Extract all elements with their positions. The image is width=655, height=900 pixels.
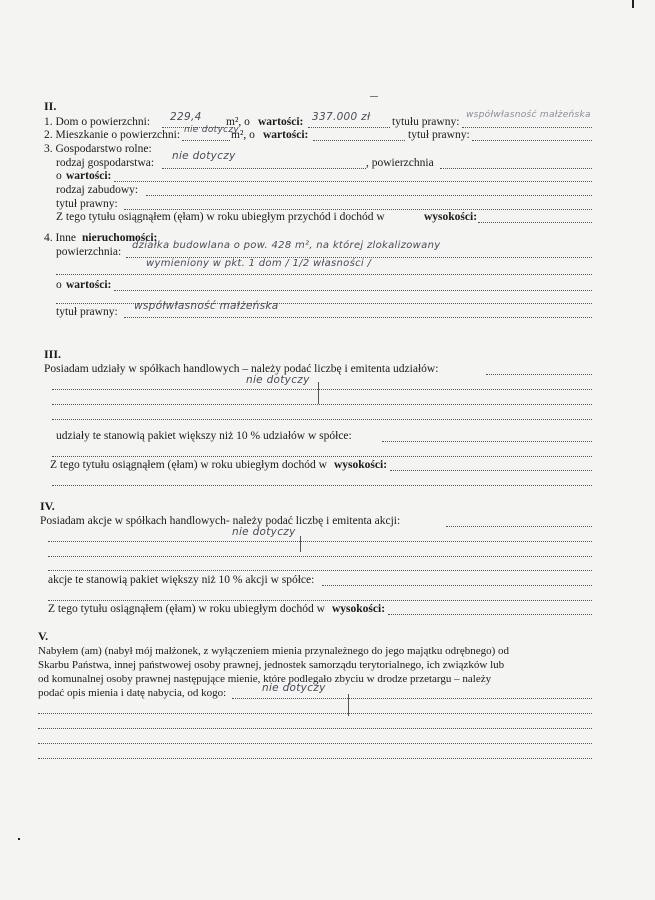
stocks-label: Posiadam akcje w spółkach handlowych- należy podać liczbę i emitenta akcji: <box>40 515 401 527</box>
farm-area-label: , powierzchnia <box>366 157 434 169</box>
house-unit-label: m², o <box>226 116 250 128</box>
other-value-label: wartości: <box>66 279 112 291</box>
house-value: 337.000 zł <box>312 111 371 123</box>
farm-income-label: Z tego tytułu osiągnąłem (ęłam) w roku ubiegłym przychód i dochód w <box>56 211 385 223</box>
other-value-line <box>114 289 592 291</box>
stocks-line-2 <box>48 540 592 542</box>
farm-title-label: tytuł prawny: <box>56 198 118 210</box>
acquisition-line-3: od komunalnej osoby prawnej następujące mienie, które podlegało zbyciu w drodze przetargu – należy <box>38 673 492 685</box>
farm-income-line <box>478 221 592 223</box>
farm-income-label-bold: wysokości: <box>424 211 478 223</box>
section-v-heading: V. <box>38 629 49 643</box>
stocks-income-label-bold: wysokości: <box>332 603 386 615</box>
flat-area-value: nie dotyczy <box>184 125 239 135</box>
shares-value: nie dotyczy <box>246 374 310 386</box>
flat-value-label: wartości: <box>263 129 309 141</box>
farm-value-o: o <box>56 170 62 182</box>
acquisition-line-4-fill <box>232 697 592 699</box>
other-title-line <box>124 316 592 318</box>
scan-speck <box>370 96 378 97</box>
shares-pack-line-2 <box>52 455 592 457</box>
section-iii-heading: III. <box>44 347 62 361</box>
other-title-value: współwłasność małżeńska <box>134 300 279 312</box>
scan-speck <box>632 0 634 8</box>
farm-buildings-line <box>146 194 592 196</box>
flat-title-line <box>472 139 592 141</box>
shares-income-label-bold: wysokości: <box>334 459 388 471</box>
house-value-label: wartości: <box>258 116 304 128</box>
flat-area-label: 2. Mieszkanie o powierzchni: <box>44 129 181 141</box>
other-value-o: o <box>56 279 62 291</box>
stocks-line-4 <box>48 569 592 571</box>
shares-label: Posiadam udziały w spółkach handlowych – należy podać liczbę i emitenta udziałów: <box>44 363 439 375</box>
farm-area-line <box>440 167 592 169</box>
shares-pack-label: udziały te stanowią pakiet większy niż 10 % udziałów w spółce: <box>56 430 352 442</box>
acquisition-fill-3 <box>38 742 592 744</box>
stocks-pack-line-2 <box>48 599 592 601</box>
house-area-label: 1. Dom o powierzchni: <box>44 116 151 128</box>
acquisition-fill-4 <box>38 757 592 759</box>
stocks-value: nie dotyczy <box>232 526 296 538</box>
flat-value-line <box>313 139 405 141</box>
flat-area-line <box>182 139 230 141</box>
house-title-label: tytułu prawny: <box>392 116 460 128</box>
shares-line-3 <box>52 403 592 405</box>
shares-line-4 <box>52 418 592 420</box>
other-area-line-2 <box>56 273 592 275</box>
stocks-pack-line <box>322 584 592 586</box>
section-iv-heading: IV. <box>40 499 55 513</box>
stocks-pen-stroke <box>300 536 301 552</box>
house-value-line <box>308 126 390 128</box>
section-ii-heading: II. <box>44 99 57 113</box>
flat-title-label: tytuł prawny: <box>408 129 470 141</box>
stocks-income-label: Z tego tytułu osiągnąłem (ęłam) w roku ubiegłym dochód w <box>48 603 325 615</box>
shares-line-1 <box>486 373 592 375</box>
other-property-label-bold: nieruchomości: <box>82 232 158 244</box>
farm-buildings-label: rodzaj zabudowy: <box>56 184 139 196</box>
house-title-value: współwłasność małżeńska <box>466 110 591 120</box>
acquisition-line-2: Skarbu Państwa, innej państwowej osoby prawnej, jednostek samorządu terytorialnego, ich związków lub <box>38 659 505 671</box>
house-area-value: 229,4 <box>170 111 202 123</box>
stocks-pack-label: akcje te stanowią pakiet większy niż 10 % akcji w spółce: <box>48 574 315 586</box>
acquisition-line-1: Nabyłem (am) (nabył mój małżonek, z wyłączeniem mienia przynależnego do jego majątku odrębnego) od <box>38 645 509 657</box>
scan-speck <box>18 838 20 840</box>
shares-pen-stroke <box>318 382 319 404</box>
other-title-label: tytuł prawny: <box>56 306 118 318</box>
farm-type-label: rodzaj gospodarstwa: <box>56 157 155 169</box>
shares-income-line-2 <box>52 484 592 486</box>
shares-income-label: Z tego tytułu osiągnąłem (ęłam) w roku ubiegłym dochód w <box>50 459 327 471</box>
farm-type-line <box>162 167 366 169</box>
acquisition-fill-2 <box>38 727 592 729</box>
stocks-line-3 <box>48 555 592 557</box>
farm-value: nie dotyczy <box>172 150 236 162</box>
acquisition-fill-1 <box>38 712 592 714</box>
property-value: nie dotyczy <box>262 682 326 694</box>
farm-value-line <box>114 180 592 182</box>
stocks-income-line <box>388 613 592 615</box>
farm-label: 3. Gospodarstwo rolne: <box>44 143 152 155</box>
other-area-label: powierzchnia: <box>56 246 122 258</box>
flat-unit-label: m², o <box>231 129 255 141</box>
farm-value-label: wartości: <box>66 170 112 182</box>
shares-pack-line <box>382 440 592 442</box>
other-area-value-2: wymieniony w pkt. 1 dom / 1/2 własności / <box>146 258 372 269</box>
acquisition-line-4: podać opis mienia i datę nabycia, od kogo: <box>38 687 227 699</box>
house-title-line <box>462 126 592 128</box>
farm-title-line <box>124 208 592 210</box>
other-area-value-1: działka budowlana o pow. 428 m², na której zlokalizowany <box>132 240 441 251</box>
shares-income-line <box>390 469 592 471</box>
other-property-label: 4. Inne <box>44 232 76 244</box>
shares-line-2 <box>52 388 592 390</box>
stocks-line-1 <box>446 525 592 527</box>
